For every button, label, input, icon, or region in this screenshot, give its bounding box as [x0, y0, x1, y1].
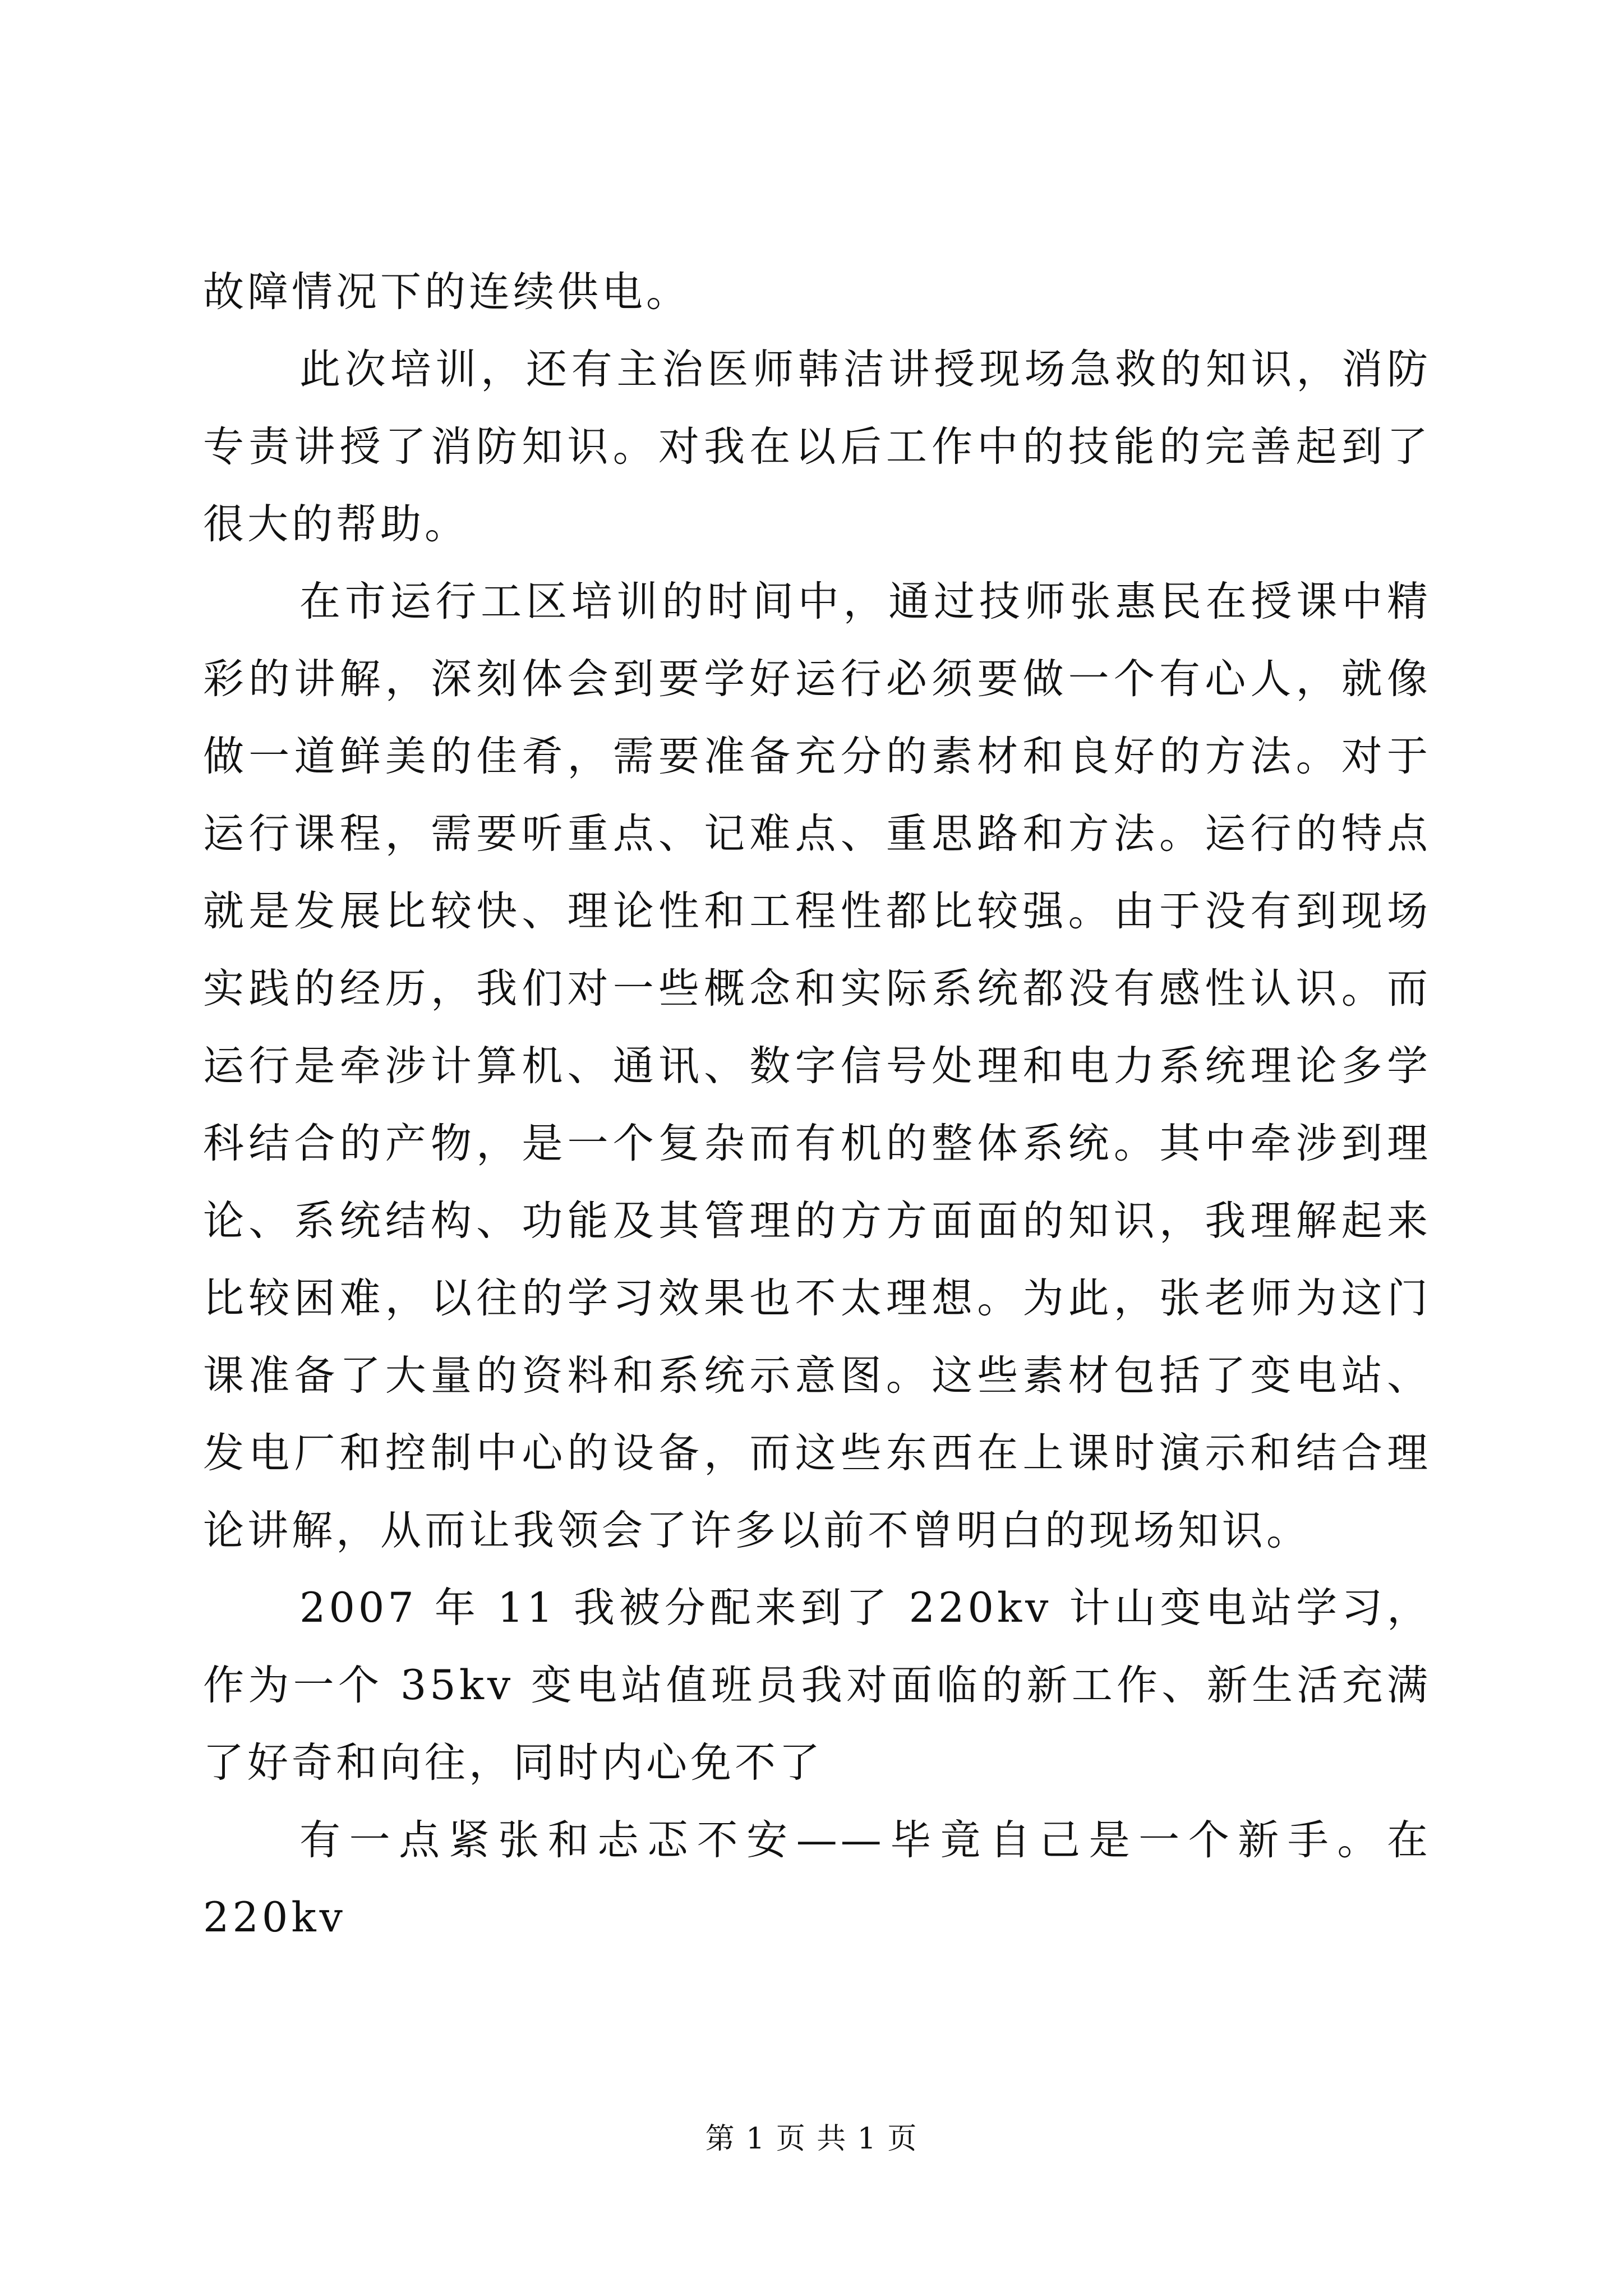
document-body	[203, 254, 1431, 1957]
paragraph: 此次培训，还有主治医师韩洁讲授现场急救的知识，消防专责讲授了消防知识。对我在以后工作中的技能的完善起到了很大的帮助。	[203, 346, 1431, 548]
paragraph: 故障情况下的连续供电。	[203, 268, 690, 316]
paragraph: 2007 年 11 我被分配来到了 220kv 计山变电站学习，作为一个 35kv 变电站值班员我对面临的新工作、新生活充满了好奇和向往，同时内心免不了	[203, 1584, 1431, 1787]
paragraph: 有一点紧张和忐忑不安——毕竟自己是一个新手。在 220kv	[203, 1816, 1431, 1941]
paragraph: 在市运行工区培训的时间中，通过技师张惠民在授课中精彩的讲解，深刻体会到要学好运行必须要做一个有心人，就像做一道鲜美的佳肴，需要准备充分的素材和良好的方法。对于运行课程，需要听重点、记难点、重思路和方法。运行的特点就是发展比较快、理论性和工程性都比较强。由于没有到现场实践的经历，我们对一些概念和实际系统都没有感性认识。而运行是牵涉计算机、通讯、数字信号处理和电力系统理论多学科结合的产物，是一个复杂而有机的整体系统。其中牵涉到理论、系统结构、功能及其管理的方方面面的知识，我理解起来比较困难，以往的学习效果也不太理想。为此，张老师为这门课准备了大量的资料和系统示意图。这些素材包括了变电站、发电厂和控制中心的设备，而这些东西在上课时演示和结合理论讲解，从而让我领会了许多以前不曾明白的现场知识。	[203, 578, 1431, 1554]
page-footer: 第 1 页 共 1 页	[705, 2122, 918, 2156]
